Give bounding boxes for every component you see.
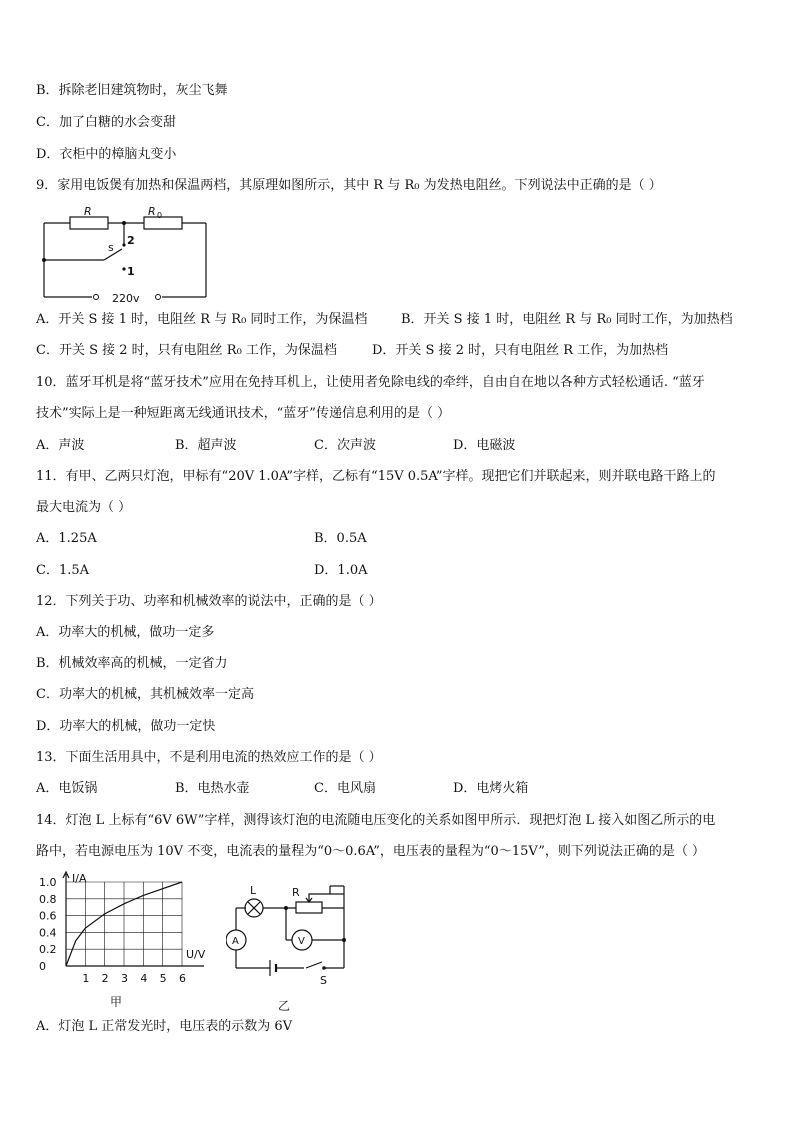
q12-option-c: C．功率大的机械，其机械效率一定高 bbox=[36, 687, 254, 702]
q12-stem: 12．下列关于功、功率和机械效率的说法中，正确的是（ ） bbox=[36, 594, 382, 609]
label-r0-sub: 0 bbox=[157, 211, 163, 220]
q10-option-c: C．次声波 bbox=[314, 438, 376, 453]
q9-option-b: B．开关 S 接 1 时，电阻丝 R 与 R₀ 同时工作，为加热档 bbox=[401, 312, 733, 327]
x-tick-label: 5 bbox=[159, 972, 167, 985]
label-contact-2: 2 bbox=[127, 234, 135, 247]
label-voltmeter: V bbox=[298, 936, 305, 947]
y-tick-label: 0.8 bbox=[39, 892, 57, 906]
q10-option-b: B．超声波 bbox=[175, 438, 237, 453]
y-axis-label: I/A bbox=[72, 872, 87, 885]
q9-option-a: A．开关 S 接 1 时，电阻丝 R 与 R₀ 同时工作，为保温档 bbox=[36, 312, 368, 327]
y-tick-label: 0.4 bbox=[39, 926, 57, 940]
rheostat-r bbox=[296, 902, 322, 913]
q14-circuit-figure bbox=[226, 876, 366, 1030]
q11-option-c: C．1.5A bbox=[36, 563, 90, 578]
q14-option-a: A．灯泡 L 正常发光时，电压表的示数为 6V bbox=[36, 1019, 293, 1034]
q13-option-b: B．电热水壶 bbox=[175, 781, 250, 796]
q12-option-d: D．功率大的机械，做功一定快 bbox=[36, 719, 216, 734]
x-tick-label: 6 bbox=[179, 972, 186, 985]
x-tick-label: 3 bbox=[121, 972, 128, 985]
q10-stem-line2: 技术”实际上是一种短距离无线通讯技术，“蓝牙”传递信息利用的是（ ） bbox=[36, 406, 451, 421]
caption-yi: 乙 bbox=[278, 999, 291, 1013]
q14-stem-line1: 14．灯泡 L 上标有“6V 6W”字样，测得该灯泡的电流随电压变化的关系如图甲所示．现把灯泡 L 接入如图乙所示的电 bbox=[36, 813, 716, 828]
y-tick-label: 1.0 bbox=[39, 876, 57, 889]
x-tick-label: 1 bbox=[82, 972, 90, 985]
q9-stem: 9．家用电饭煲有加热和保温两档，其原理如图所示，其中 R 与 R₀ 为发热电阻丝。下列说法中正确的是（ ） bbox=[36, 178, 662, 193]
q11-option-a: A．1.25A bbox=[36, 531, 97, 546]
switch-s bbox=[306, 962, 322, 968]
y-tick-label: 0.6 bbox=[39, 909, 57, 923]
label-ammeter: A bbox=[232, 936, 239, 947]
q8-option-c: C．加了白糖的水会变甜 bbox=[36, 115, 176, 130]
x-tick-label: 4 bbox=[140, 972, 148, 985]
resistor-r0 bbox=[144, 217, 182, 229]
label-s: s bbox=[108, 241, 114, 254]
q8-option-d: D．衣柜中的樟脑丸变小 bbox=[36, 147, 177, 162]
q9-option-d: D．开关 S 接 2 时，只有电阻丝 R 工作，为加热档 bbox=[372, 343, 669, 358]
q13-option-a: A．电饭锅 bbox=[36, 781, 98, 796]
label-switch-s: S bbox=[320, 974, 327, 987]
q13-stem: 13．下面生活用具中，不是利用电流的热效应工作的是（ ） bbox=[36, 750, 382, 765]
q14-graph-figure bbox=[36, 866, 216, 1020]
q8-option-b: B．拆除老旧建筑物时，灰尘飞舞 bbox=[36, 83, 228, 98]
label-220v: 220v bbox=[112, 292, 140, 305]
resistor-r bbox=[70, 217, 108, 229]
q11-option-d: D．1.0A bbox=[314, 563, 368, 578]
q12-option-b: B．机械效率高的机械，一定省力 bbox=[36, 656, 228, 671]
q12-option-a: A．功率大的机械，做功一定多 bbox=[36, 625, 215, 640]
q10-stem-line1: 10．蓝牙耳机是将“蓝牙技术”应用在免持耳机上，让使用者免除电线的牵绊，自由自在地以各种方式轻松通话. “蓝牙 bbox=[36, 375, 705, 390]
label-contact-1: 1 bbox=[127, 265, 135, 278]
q10-option-d: D．电磁波 bbox=[453, 438, 516, 453]
x-axis-label: U/V bbox=[186, 948, 206, 961]
q13-option-c: C．电风扇 bbox=[314, 781, 376, 796]
label-r0: R bbox=[148, 205, 156, 218]
q11-option-b: B．0.5A bbox=[314, 531, 367, 546]
q11-stem-line1: 11．有甲、乙两只灯泡，甲标有“20V 1.0A”字样，乙标有“15V 0.5A”字样。现把它们并联起来，则并联电路干路上的 bbox=[36, 469, 716, 484]
q14-stem-line2: 路中，若电源电压为 10V 不变，电流表的量程为“0～0.6A”，电压表的量程为“0～15V”，则下列说法正确的是（ ） bbox=[36, 844, 706, 859]
label-r: R bbox=[84, 205, 92, 218]
caption-jia: 甲 bbox=[110, 995, 123, 1009]
label-lamp-l: L bbox=[250, 884, 257, 897]
q11-stem-line2: 最大电流为（ ） bbox=[36, 500, 132, 515]
q9-option-c: C．开关 S 接 2 时，只有电阻丝 R₀ 工作，为保温档 bbox=[36, 343, 337, 358]
q13-option-d: D．电烤火箱 bbox=[453, 781, 529, 796]
q10-option-a: A．声波 bbox=[36, 438, 85, 453]
label-rheostat-r: R bbox=[292, 886, 300, 899]
x-tick-label: 2 bbox=[101, 972, 109, 985]
y-tick-label: 0.2 bbox=[39, 943, 57, 957]
q9-circuit-figure bbox=[36, 205, 216, 309]
y-tick-label: 0 bbox=[39, 960, 46, 973]
